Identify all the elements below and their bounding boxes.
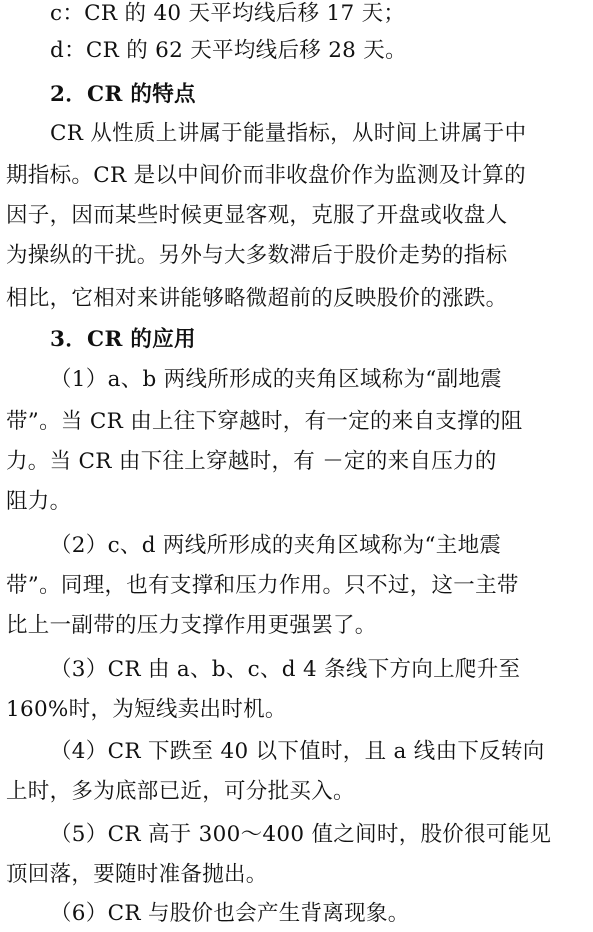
text-line-5: 期指标。CR 是以中间价而非收盘价作为监测及计算的 (6, 163, 526, 188)
text-line-15: 带”。同理，也有支撑和压力作用。只不过，这一主带 (6, 573, 519, 598)
text-line-2: d：CR 的 62 天平均线后移 28 天。 (50, 38, 407, 63)
text-line-18: 160%时，为短线卖出时机。 (6, 697, 287, 722)
text-line-8: 相比，它相对来讲能够略微超前的反映股价的涨跌。 (6, 286, 508, 311)
text-line-1: c：CR 的 40 天平均线后移 17 天； (50, 1, 406, 26)
section-heading-application: 3．CR 的应用 (50, 327, 196, 352)
text-line-11: 带”。当 CR 由上往下穿越时，有一定的来自支撑的阻 (6, 409, 523, 434)
text-line-22: 顶回落，要随时准备抛出。 (6, 862, 268, 887)
text-line-23: （6）CR 与股价也会产生背离现象。 (50, 901, 410, 926)
text-line-16: 比上一副带的压力支撑作用更强罢了。 (6, 613, 377, 638)
text-line-13: 阻力。 (6, 489, 72, 514)
text-line-19: （4）CR 下跌至 40 以下值时，且 a 线由下反转向 (50, 739, 545, 764)
text-line-20: 上时，多为底部已近，可分批买入。 (6, 779, 355, 804)
text-line-14: （2）c、d 两线所形成的夹角区域称为“主地震 (50, 533, 502, 558)
text-line-12: 力。当 CR 由下往上穿越时，有 －定的来自压力的 (6, 449, 497, 474)
text-line-4: CR 从性质上讲属于能量指标，从时间上讲属于中 (50, 121, 527, 146)
section-heading-features: 2．CR 的特点 (50, 82, 196, 107)
text-line-21: （5）CR 高于 300～400 值之间时，股价很可能见 (50, 822, 552, 847)
text-line-6: 因子，因而某些时候更显客观，克服了开盘或收盘人 (6, 203, 508, 228)
text-line-7: 为操纵的干扰。另外与大多数滞后于股价走势的指标 (6, 243, 508, 268)
text-line-10: （1）a、b 两线所形成的夹角区域称为“副地震 (50, 367, 502, 392)
text-line-17: （3）CR 由 a、b、c、d 4 条线下方向上爬升至 (50, 657, 521, 682)
